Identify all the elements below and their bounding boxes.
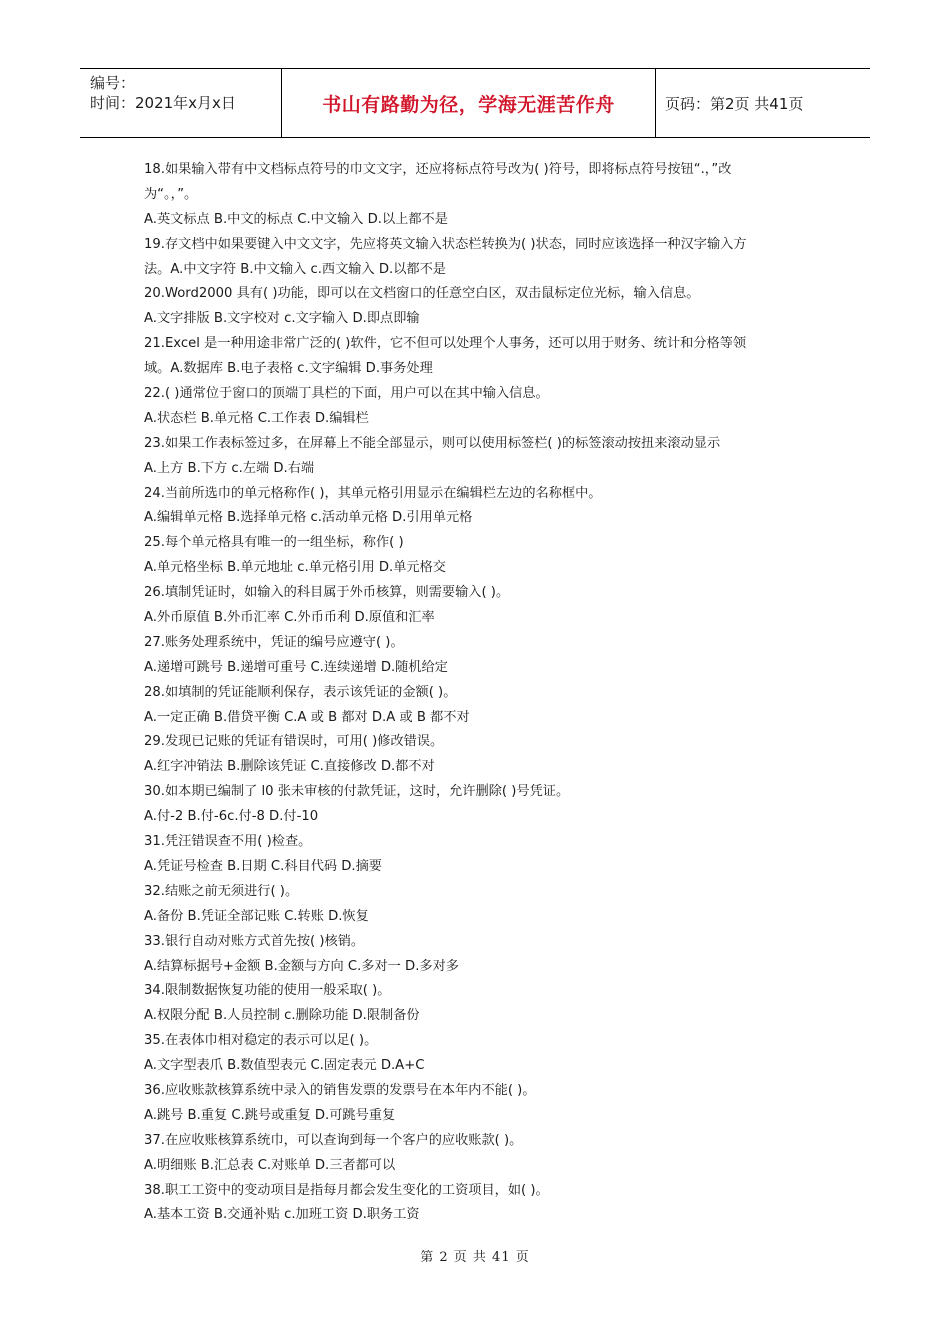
text-line: 19.存文档中如果要键入中文文字，先应将英文输入状态栏转换为( )状态，同时应该选择一种汉字输入方 bbox=[144, 236, 747, 252]
text-line: 22.( )通常位于窗口的顶端丁具栏的下面，用户可以在其中输入信息。 bbox=[144, 386, 549, 402]
text-line: 18.如果输入带有中文档标点符号的巾文文字，还应将标点符号改为( )符号，即将标点符号按钮“.，”改 bbox=[144, 162, 732, 177]
text-line: 29.发现已记账的凭证有错误时，可用( )修改错误。 bbox=[144, 734, 444, 750]
text-line: A.状态栏 B.单元格 C.工作表 D.编辑栏 bbox=[144, 410, 369, 426]
number-label: 编号： bbox=[90, 74, 136, 92]
text-line: A.文字型表爪 B.数值型表元 C.固定表元 D.A+C bbox=[144, 1058, 425, 1074]
text-line: 35.在表体巾相对稳定的表示可以足( )。 bbox=[144, 1033, 378, 1049]
text-line: 37.在应收账核算系统巾，可以查询到每一个客户的应收账款( )。 bbox=[144, 1132, 523, 1148]
text-line: 27.账务处理系统中，凭证的编号应遵守( )。 bbox=[144, 634, 404, 650]
text-line: 38.职工工资中的变动项目是指每月都会发生变化的工资项目，如( )。 bbox=[144, 1182, 549, 1198]
time-label: 时间：2021年x月x日 bbox=[90, 94, 236, 112]
text-line: A.明细账 B.汇总表 C.对账单 D.三者都可以 bbox=[144, 1157, 396, 1173]
question-body bbox=[144, 158, 814, 1228]
text-line: 24.当前所选巾的单元格称作( )，其单元格引用显示在编辑栏左边的名称框中。 bbox=[144, 485, 602, 501]
text-line: A.单元格坐标 B.单元地址 c.单元格引用 D.单元格交 bbox=[144, 560, 446, 576]
text-line: 31.凭汪错误查不用( )检查。 bbox=[144, 834, 312, 850]
motto: 书山有路勤为径，学海无涯苦作舟 bbox=[281, 69, 656, 137]
text-line: 32.结账之前无须进行( )。 bbox=[144, 883, 299, 899]
text-line: 34.限制数据恢复功能的使用一般采取( )。 bbox=[144, 983, 391, 999]
text-line: 36.应收账款核算系统中录入的销售发票的发票号在本年内不能( )。 bbox=[144, 1082, 536, 1098]
text-line: A.跳号 B.重复 C.跳号或重复 D.可跳号重复 bbox=[144, 1107, 396, 1123]
text-line: A.基本工资 B.交通补贴 c.加班工资 D.职务工资 bbox=[144, 1207, 420, 1223]
page-header bbox=[80, 68, 870, 138]
page-footer: 第 2 页 共 41 页 bbox=[420, 1250, 530, 1265]
text-line: A.凭证号检查 B.日期 C.科目代码 D.摘要 bbox=[144, 858, 382, 874]
text-line: 21.Excel 是一种用途非常广泛的( )软件，它不但可以处理个人事务，还可以用于财务、统计和分格等领 bbox=[144, 336, 747, 352]
text-line: A.英文标点 B.中文的标点 C.中文输入 D.以上都不是 bbox=[144, 211, 448, 227]
text-line: A.一定正确 B.借贷平衡 C.A 或 B 都对 D.A 或 B 都不对 bbox=[144, 709, 470, 725]
text-line: 30.如本期已编制了 l0 张未审核的付款凭证，这时，允许删除( )号凭证。 bbox=[144, 784, 570, 800]
text-line: 23.如果工作表标签过多，在屏幕上不能全部显示，则可以使用标签栏( )的标签滚动按扭来滚动显示 bbox=[144, 435, 721, 451]
text-line: A.结算标据号+金额 B.金额与方向 C.多对一 D.多对多 bbox=[144, 958, 459, 974]
text-line: A.权限分配 B.人员控制 c.删除功能 D.限制备份 bbox=[144, 1008, 420, 1024]
text-line: A.上方 B.下方 c.左端 D.右端 bbox=[144, 460, 315, 476]
text-line: 28.如填制的凭证能顺利保存，表示该凭证的金额( )。 bbox=[144, 684, 457, 700]
text-line: 20.Word2000 具有( )功能，即可以在文档窗口的任意空白区，双击鼠标定位光标，输入信息。 bbox=[144, 286, 700, 302]
text-line: 法。A.中文字符 B.中文输入 c.西文输入 D.以都不是 bbox=[144, 261, 446, 277]
text-line: A.外币原值 B.外币汇率 C.外币币利 D.原值和汇率 bbox=[144, 610, 435, 626]
text-line: A.编辑单元格 B.选择单元格 c.活动单元格 D.引用单元格 bbox=[144, 510, 473, 526]
text-line: 25.每个单元格具有唯一的一组坐标，称作( ) bbox=[144, 535, 404, 551]
text-line: A.文字排版 B.文字校对 c.文字输入 D.即点即输 bbox=[144, 311, 420, 327]
text-line: 26.填制凭证时，如输入的科目属于外币核算，则需要输入( )。 bbox=[144, 585, 510, 601]
text-line: 为“。，”。 bbox=[144, 186, 198, 202]
text-line: A.递增可跳号 B.递增可重号 C.连续递增 D.随机给定 bbox=[144, 659, 448, 675]
text-line: A.备份 B.凭证全部记账 C.转账 D.恢复 bbox=[144, 908, 369, 924]
page-label: 页码：第2页 共41页 bbox=[665, 94, 804, 113]
text-line: A.红字冲销法 B.删除该凭证 C.直接修改 D.都不对 bbox=[144, 759, 435, 775]
text-line: 33.银行自动对账方式首先按( )核销。 bbox=[144, 933, 365, 949]
text-line: 域。A.数据库 B.电子表格 c.文字编辑 D.事务处理 bbox=[144, 361, 433, 377]
text-line: A.付-2 B.付-6c.付-8 D.付-10 bbox=[144, 809, 319, 825]
header-left-cell bbox=[80, 69, 281, 137]
